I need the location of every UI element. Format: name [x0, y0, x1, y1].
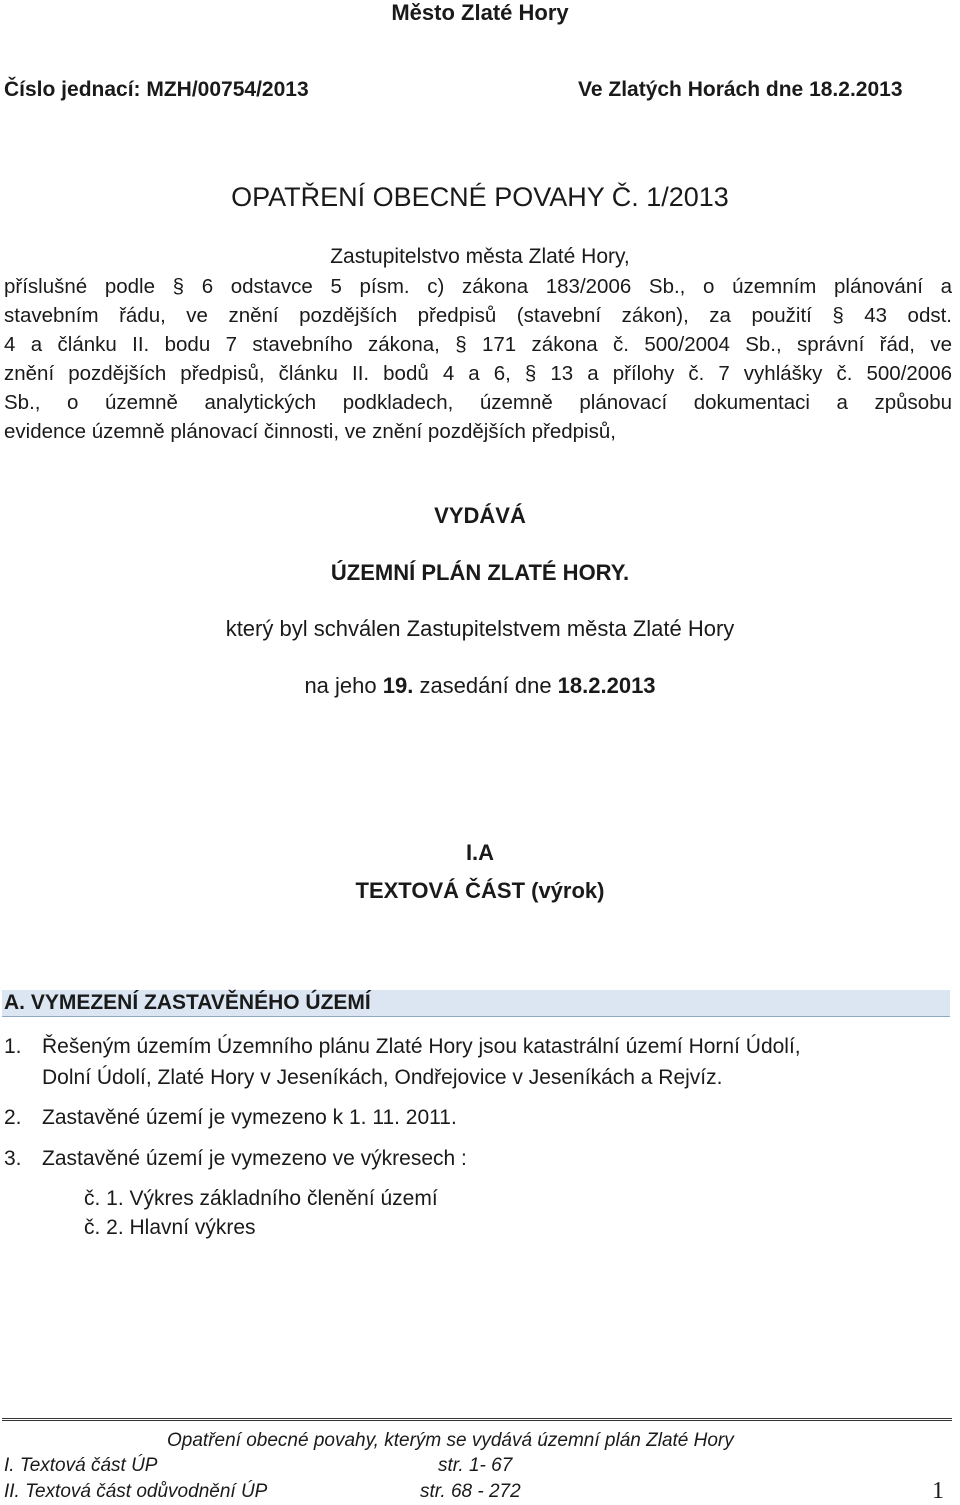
- item-text-line: Zastavěné území je vymezeno k 1. 11. 2011.: [42, 1106, 457, 1129]
- legal-basis-line: evidence územně plánovací činnosti, ve znění pozdějších předpisů,: [4, 420, 616, 443]
- legal-basis: [4, 272, 952, 446]
- footer-part2-label: II. Textová část odůvodnění ÚP: [4, 1481, 268, 1502]
- document-title: OPATŘENÍ OBECNÉ POVAHY Č. 1/2013: [231, 182, 729, 212]
- item-number: 2.: [4, 1106, 22, 1129]
- item-number: 3.: [4, 1147, 22, 1170]
- drawing-reference: č. 2. Hlavní výkres: [84, 1216, 256, 1239]
- plan-name: ÚZEMNÍ PLÁN ZLATÉ HORY.: [330, 560, 630, 585]
- session-statement: [0, 673, 960, 699]
- approval-statement: který byl schválen Zastupitelstvem města Zlaté Hory: [225, 616, 735, 641]
- list-item: [0, 1144, 960, 1174]
- legal-basis-line: stavebním řádu, ve znění pozdějších předpisů (stavební zákon), za použití § 43 odst.: [4, 304, 952, 327]
- footer-caption: Opatření obecné povahy, kterým se vydává územní plán Zlaté Hory: [167, 1430, 734, 1451]
- footer-part1-pages: str. 1- 67: [438, 1455, 513, 1476]
- section-a-heading: A. VYMEZENÍ ZASTAVĚNÉHO ÚZEMÍ: [4, 991, 371, 1014]
- footer-part1-label: I. Textová část ÚP: [4, 1455, 158, 1476]
- part-number: I.A: [465, 840, 495, 865]
- item-text-line: Dolní Údolí, Zlaté Hory v Jeseníkách, Ondřejovice v Jeseníkách a Rejvíz.: [42, 1066, 723, 1089]
- session-middle: zasedání dne: [413, 673, 558, 698]
- place-and-date: Ve Zlatých Horách dne 18.2.2013: [578, 78, 903, 101]
- city-name: Město Zlaté Hory: [391, 0, 569, 25]
- item-text-line: Zastavěné území je vymezeno ve výkresech :: [42, 1147, 467, 1170]
- issuing-council: Zastupitelstvo města Zlaté Hory,: [330, 245, 630, 268]
- issues-heading: VYDÁVÁ: [434, 503, 526, 528]
- list-item: [0, 1032, 960, 1096]
- legal-basis-line: Sb., o územně analytických podkladech, územně plánovací dokumentaci a způsobu: [4, 391, 952, 414]
- legal-basis-line: příslušné podle § 6 odstavce 5 písm. c) zákona 183/2006 Sb., o územním plánování a: [4, 275, 952, 298]
- page-number: 1: [932, 1478, 944, 1504]
- legal-basis-line: 4 a článku II. bodu 7 stavebního zákona, § 171 zákona č. 500/2004 Sb., správní řád, ve: [4, 333, 952, 356]
- session-number: 19.: [382, 673, 414, 698]
- footer-divider: [2, 1418, 952, 1421]
- legal-basis-line: znění pozdějších předpisů, článku II. bodů 4 a 6, § 13 a přílohy č. 7 vyhlášky č. 500/2006: [4, 362, 952, 385]
- list-item: [0, 1103, 960, 1133]
- drawing-reference: č. 1. Výkres základního členění území: [84, 1187, 438, 1210]
- session-date: 18.2.2013: [557, 673, 656, 698]
- item-text-line: Řešeným územím Územního plánu Zlaté Hory jsou katastrální území Horní Údolí,: [42, 1035, 801, 1058]
- item-number: 1.: [4, 1035, 22, 1058]
- part-title: TEXTOVÁ ČÁST (výrok): [355, 878, 605, 903]
- reference-number: Číslo jednací: MZH/00754/2013: [4, 78, 309, 101]
- footer-part2-pages: str. 68 - 272: [420, 1481, 521, 1502]
- session-prefix: na jeho: [304, 673, 383, 698]
